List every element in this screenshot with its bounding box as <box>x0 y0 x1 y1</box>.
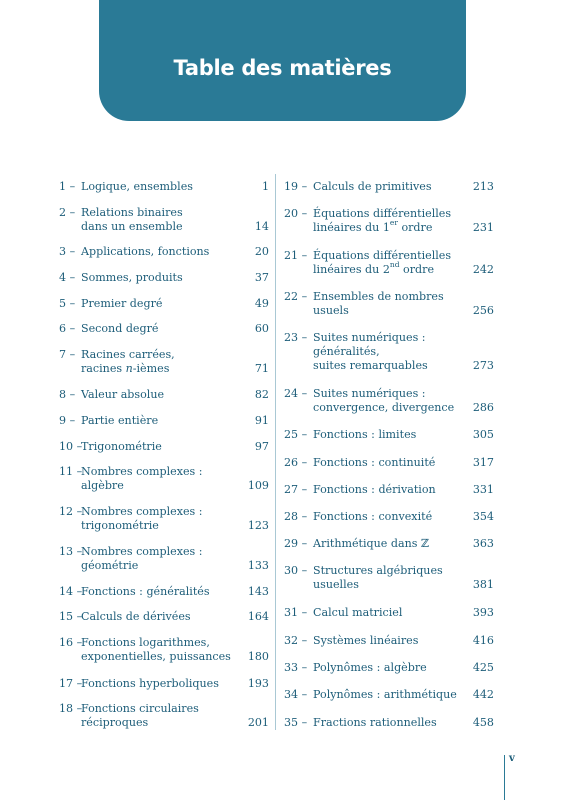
toc-entry-title: linéaires du 1er ordre <box>313 218 433 234</box>
toc-entry-number: 11 – <box>59 465 83 478</box>
toc-entry-number: 20 – <box>284 207 308 220</box>
toc-entry-title: Fonctions logarithmes, <box>81 636 210 649</box>
toc-entry-page: 14 <box>254 220 269 233</box>
toc-entry-page: 317 <box>472 456 494 469</box>
toc-entry[interactable] <box>284 428 494 442</box>
toc-entry-number: 8 – <box>59 388 76 401</box>
toc-entry-title: Fonctions circulaires <box>81 702 199 715</box>
toc-entry[interactable] <box>284 716 494 730</box>
toc-entry-page: 231 <box>472 221 494 234</box>
toc-entry-number: 29 – <box>284 537 308 550</box>
toc-entry[interactable] <box>59 440 269 454</box>
toc-entry[interactable] <box>284 661 494 675</box>
toc-entry-number: 23 – <box>284 331 308 344</box>
toc-entry-page: 109 <box>247 479 269 492</box>
toc-entry-number: 15 – <box>59 610 83 623</box>
toc-entry-page: 97 <box>254 440 269 453</box>
toc-entry-title: convergence, divergence <box>313 401 455 414</box>
toc-entry-title: Fonctions : convexité <box>313 510 433 523</box>
toc-entry-page: 143 <box>247 585 269 598</box>
toc-entry[interactable] <box>284 387 494 415</box>
toc-entry-title: Suites numériques : <box>313 387 426 400</box>
toc-entry[interactable] <box>284 331 494 373</box>
toc-entry[interactable] <box>59 610 269 624</box>
toc-entry-number: 3 – <box>59 245 76 258</box>
toc-entry[interactable] <box>59 245 269 259</box>
toc-entry[interactable] <box>59 206 269 234</box>
toc-entry-number: 28 – <box>284 510 308 523</box>
toc-entry-number: 25 – <box>284 428 308 441</box>
toc-entry-page: 49 <box>254 297 269 310</box>
toc-entry-title: Applications, fonctions <box>81 245 210 258</box>
toc-entry-number: 4 – <box>59 271 76 284</box>
toc-entry-page: 1 <box>261 180 269 193</box>
toc-entry-number: 33 – <box>284 661 308 674</box>
toc-entry[interactable] <box>284 180 494 194</box>
toc-entry-title: Partie entière <box>81 414 159 427</box>
toc-entry-page: 60 <box>254 322 269 335</box>
toc-entry-page: 242 <box>472 263 494 276</box>
toc-entry-title: Équations différentielles <box>313 249 452 262</box>
toc-entry-page: 133 <box>247 559 269 572</box>
toc-entry-number: 12 – <box>59 505 83 518</box>
toc-entry-page: 273 <box>472 359 494 372</box>
toc-entry-title: algèbre <box>81 479 124 492</box>
toc-entry[interactable] <box>284 564 494 592</box>
toc-entry[interactable] <box>59 585 269 599</box>
toc-entry-page: 82 <box>254 388 269 401</box>
toc-entry-page: 363 <box>472 537 494 550</box>
toc-entry-title: Second degré <box>81 322 159 335</box>
toc-entry[interactable] <box>59 677 269 691</box>
toc-entry[interactable] <box>284 290 494 318</box>
toc-entry[interactable] <box>59 414 269 428</box>
toc-entry-number: 6 – <box>59 322 76 335</box>
toc-entry-title: Suites numériques : <box>313 331 426 344</box>
footer-rule <box>504 755 505 800</box>
toc-entry-title: réciproques <box>81 716 149 729</box>
toc-entry-title: dans un ensemble <box>81 220 183 233</box>
toc-entry-page: 71 <box>254 362 269 375</box>
toc-entry[interactable] <box>284 606 494 620</box>
toc-entry[interactable] <box>284 510 494 524</box>
toc-entry[interactable] <box>59 636 269 664</box>
toc-entry-title: Calcul matriciel <box>313 606 403 619</box>
toc-entry-page: 286 <box>472 401 494 414</box>
toc-entry-number: 1 – <box>59 180 76 193</box>
toc-entry-title: trigonométrie <box>81 519 159 532</box>
toc-entry-page: 458 <box>472 716 494 729</box>
toc-entry-page: 425 <box>472 661 494 674</box>
toc-entry-title: racines n-ièmes <box>81 362 170 375</box>
toc-entry-number: 10 – <box>59 440 83 453</box>
toc-entry[interactable] <box>59 545 269 573</box>
toc-entry[interactable] <box>284 634 494 648</box>
toc-entry[interactable] <box>59 388 269 402</box>
toc-entry-number: 5 – <box>59 297 76 310</box>
toc-entry-number: 14 – <box>59 585 83 598</box>
toc-entry-title: Structures algébriques <box>313 564 443 577</box>
toc-entry-page: 164 <box>247 610 269 623</box>
title-banner <box>99 0 466 121</box>
toc-entry-title: Systèmes linéaires <box>313 634 419 647</box>
toc-entry-number: 31 – <box>284 606 308 619</box>
toc-entry-number: 19 – <box>284 180 308 193</box>
toc-entry-page: 256 <box>472 304 494 317</box>
toc-entry-page: 193 <box>247 677 269 690</box>
toc-entry-page: 331 <box>472 483 494 496</box>
toc-entry-number: 2 – <box>59 206 76 219</box>
toc-entry-title: usuelles <box>313 578 359 591</box>
toc-entry[interactable] <box>284 688 494 702</box>
toc-entry-title: Fonctions : limites <box>313 428 417 441</box>
toc-entry-page: 416 <box>472 634 494 647</box>
toc-entry-page: 123 <box>247 519 269 532</box>
toc-entry-page: 381 <box>472 578 494 591</box>
toc-entry[interactable] <box>59 271 269 285</box>
toc-entry[interactable] <box>59 297 269 311</box>
toc-entry-number: 30 – <box>284 564 308 577</box>
toc-entry-number: 21 – <box>284 249 308 262</box>
toc-entry-title: Fractions rationnelles <box>313 716 437 729</box>
toc-entry-number: 27 – <box>284 483 308 496</box>
toc-entry[interactable] <box>59 702 269 730</box>
toc-entry-title: usuels <box>313 304 349 317</box>
toc-entry[interactable] <box>284 537 494 551</box>
toc-entry[interactable] <box>59 180 269 194</box>
toc-entry-title: Trigonométrie <box>81 440 162 453</box>
toc-entry-title: Fonctions : généralités <box>81 585 210 598</box>
page-number: v <box>509 753 515 764</box>
toc-entry-page: 180 <box>247 650 269 663</box>
toc-entry[interactable] <box>284 249 494 277</box>
toc-entry-number: 18 – <box>59 702 83 715</box>
toc-entry-number: 9 – <box>59 414 76 427</box>
toc-entry-number: 17 – <box>59 677 83 690</box>
toc-entry-title: Nombres complexes : <box>81 545 203 558</box>
toc-entry[interactable] <box>284 207 494 235</box>
toc-entry-number: 16 – <box>59 636 83 649</box>
toc-entry[interactable] <box>59 322 269 336</box>
toc-entry-number: 24 – <box>284 387 308 400</box>
toc-entry-title: suites remarquables <box>313 359 428 372</box>
toc-entry-page: 442 <box>472 688 494 701</box>
toc-entry-number: 35 – <box>284 716 308 729</box>
toc-entry-title: Premier degré <box>81 297 163 310</box>
toc-entry-page: 305 <box>472 428 494 441</box>
toc-entry-number: 22 – <box>284 290 308 303</box>
toc-entry-title: Nombres complexes : <box>81 505 203 518</box>
column-divider <box>275 174 276 730</box>
toc-entry-title: Logique, ensembles <box>81 180 193 193</box>
toc-entry-number: 7 – <box>59 348 76 361</box>
toc-entry-number: 32 – <box>284 634 308 647</box>
toc-entry-page: 201 <box>247 716 269 729</box>
toc-entry-title: Polynômes : arithmétique <box>313 688 457 701</box>
toc-entry-page: 37 <box>254 271 269 284</box>
toc-entry-page: 393 <box>472 606 494 619</box>
toc-entry-title: généralités, <box>313 345 380 358</box>
toc-entry-title: Fonctions : dérivation <box>313 483 436 496</box>
toc-entry-title: Sommes, produits <box>81 271 183 284</box>
toc-entry-page: 354 <box>472 510 494 523</box>
toc-entry-page: 91 <box>254 414 269 427</box>
toc-entry-page: 213 <box>472 180 494 193</box>
toc-entry-title: Équations différentielles <box>313 207 452 220</box>
toc-entry-title: Nombres complexes : <box>81 465 203 478</box>
toc-entry-title: Fonctions hyperboliques <box>81 677 219 690</box>
toc-entry[interactable] <box>284 483 494 497</box>
toc-entry-title: Fonctions : continuité <box>313 456 436 469</box>
toc-entry-title: géométrie <box>81 559 139 572</box>
toc-entry-title: Ensembles de nombres <box>313 290 444 303</box>
toc-entry-title: exponentielles, puissances <box>81 650 231 663</box>
toc-entry-number: 26 – <box>284 456 308 469</box>
toc-entry[interactable] <box>284 456 494 470</box>
toc-entry[interactable] <box>59 505 269 533</box>
toc-entry-number: 13 – <box>59 545 83 558</box>
toc-entry-title: linéaires du 2nd ordre <box>313 260 435 276</box>
toc-entry-title: Polynômes : algèbre <box>313 661 427 674</box>
toc-entry-title: Racines carrées, <box>81 348 175 361</box>
toc-entry[interactable] <box>59 348 269 376</box>
page-title: Table des matières <box>173 56 392 80</box>
toc-entry-title: Relations binaires <box>81 206 183 219</box>
toc-entry-title: Arithmétique dans ℤ <box>313 537 430 550</box>
toc-entry-title: Calculs de primitives <box>313 180 432 193</box>
toc-entry[interactable] <box>59 465 269 493</box>
toc-entry-number: 34 – <box>284 688 308 701</box>
toc-entry-title: Valeur absolue <box>81 388 165 401</box>
toc-entry-page: 20 <box>254 245 269 258</box>
toc-entry-title: Calculs de dérivées <box>81 610 191 623</box>
